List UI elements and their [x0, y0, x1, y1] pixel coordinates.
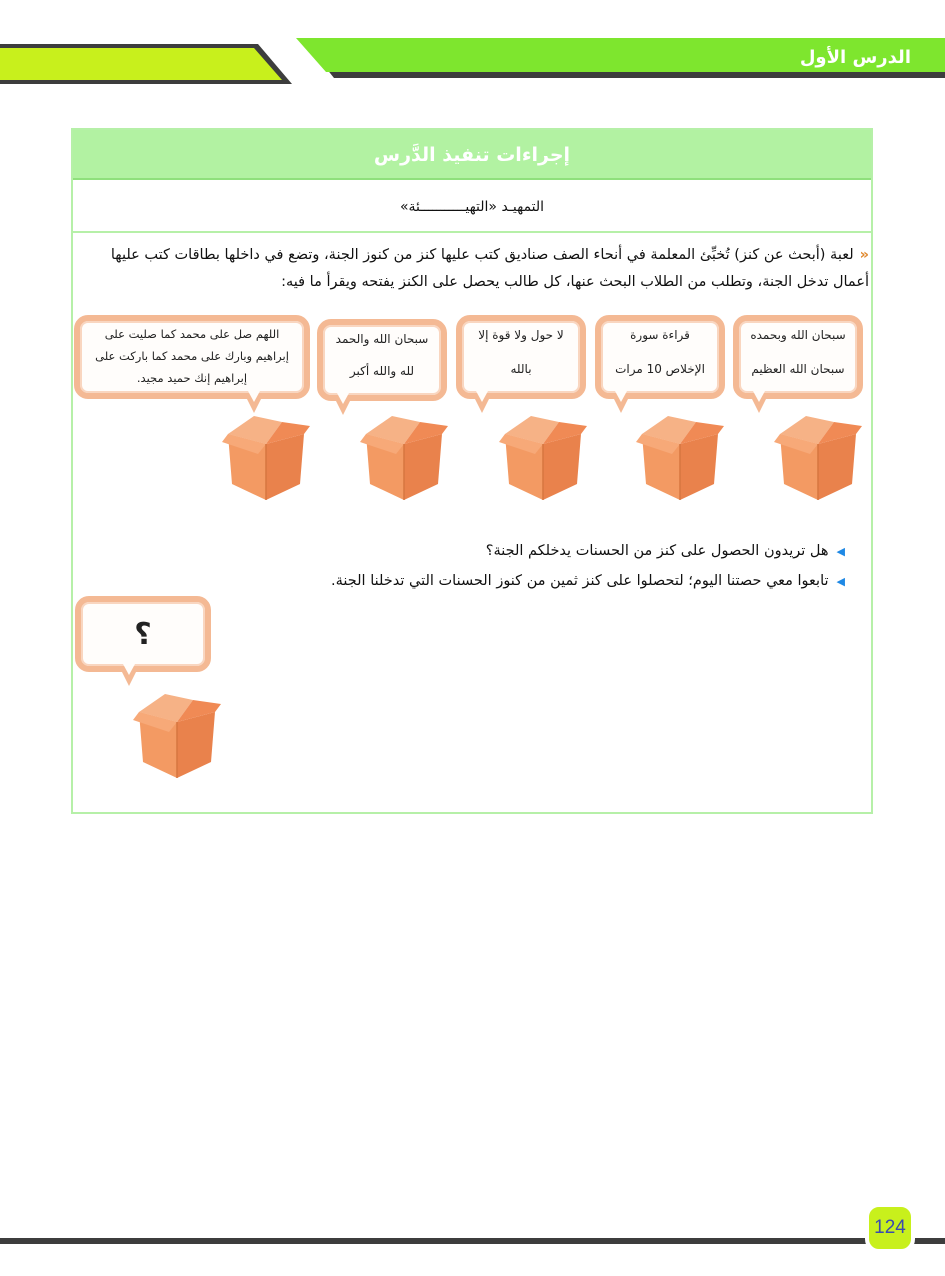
- treasure-card-5-line2: إبراهيم وبارك على محمد كما باركت على: [95, 349, 289, 363]
- triangle-bullet-icon: ◀: [836, 575, 845, 588]
- treasure-card-1-line1: سبحان الله وبحمده: [750, 328, 846, 342]
- triangle-bullet-icon: ◀: [836, 545, 845, 558]
- question-mark: ؟: [134, 617, 152, 652]
- question-1-text: هل تريدون الحصول على كنز من الحسنات يدخلكم الجنة؟: [485, 543, 829, 559]
- guillemet-arrow-icon: «: [859, 247, 869, 263]
- game-description: [79, 242, 869, 296]
- treasure-card-4: [317, 319, 447, 401]
- treasure-box-icon: [772, 412, 864, 504]
- question-2: [331, 573, 845, 589]
- treasure-box-icon: [497, 412, 589, 504]
- lesson-label: الدرس الأول: [799, 47, 911, 68]
- footer-divider: [0, 1238, 945, 1244]
- treasure-card-4-line1: سبحان الله والحمد: [335, 332, 429, 346]
- treasure-card-3-line1: لا حول ولا قوة إلا: [478, 328, 564, 342]
- page-number-badge: 124: [865, 1203, 915, 1253]
- question-2-text: تابعوا معي حصتنا اليوم؛ لتحصلوا على كنز ثمين من كنوز الحسنات التي تدخلنا الجنة.: [331, 573, 829, 589]
- treasure-card-2-line1: قراءة سورة: [630, 328, 690, 342]
- treasure-card-5-line1: اللهم صل على محمد كما صليت على: [104, 327, 280, 341]
- treasure-card-1-line2: سبحان الله العظيم: [751, 362, 845, 376]
- treasure-box-icon: [358, 412, 450, 504]
- treasure-box-icon: [131, 690, 223, 782]
- warmup-heading: التمهيـد «التهيـــــــــــئة»: [73, 180, 871, 233]
- treasure-card-2: [595, 315, 725, 399]
- panel-title: إجراءات تنفيذ الدَّرس: [73, 130, 871, 180]
- treasure-card-4-line2: لله والله أكبر: [349, 364, 415, 378]
- treasure-card-3: [456, 315, 586, 399]
- question-1: [486, 543, 845, 559]
- treasure-card-5-line3: إبراهيم إنك حميد مجيد.: [136, 371, 248, 385]
- treasure-box-icon: [634, 412, 726, 504]
- treasure-card-5: [74, 315, 310, 399]
- treasure-card-2-line2: الإخلاص 10 مرات: [615, 362, 705, 376]
- treasure-card-3-line2: بالله: [510, 362, 532, 376]
- header-banner: [0, 0, 945, 90]
- treasure-card-1: [733, 315, 863, 399]
- game-description-text: لعبة (أبحث عن كنز) تُخبِّئ المعلمة في أنحاء الصف صناديق كتب عليها كنز من كنوز الجنة، وتضع في داخلها بطاقات كتب عليها أعمال تدخل الجنة، وتطلب من الطلاب البحث عنها، كل طالب يحصل على الكنز يفتحه ويقرأ ما فيه:: [110, 247, 869, 290]
- treasure-box-icon: [220, 412, 312, 504]
- question-bubble: [75, 596, 211, 672]
